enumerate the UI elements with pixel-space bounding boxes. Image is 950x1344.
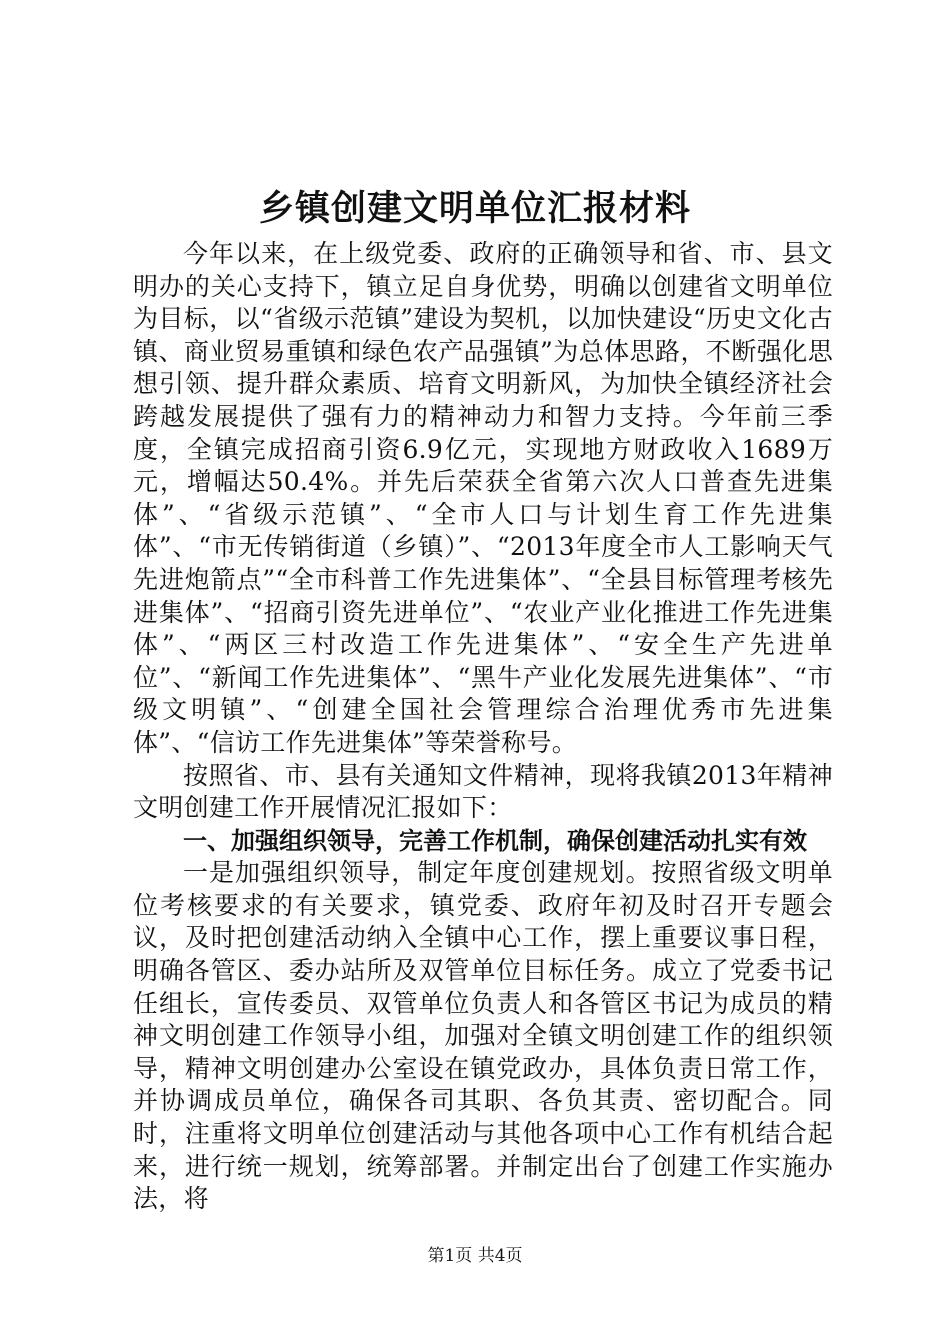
document-body bbox=[133, 238, 833, 1216]
section-heading-1: 一、加强组织领导，完善工作机制，确保创建活动扎实有效 bbox=[183, 826, 807, 855]
document-title: 乡镇创建文明单位汇报材料 bbox=[258, 189, 691, 229]
section-1-paragraph: 一是加强组织领导，制定年度创建规划。按照省级文明单位考核要求的有关要求，镇党委、政府年初及时召开专题会议，及时把创建活动纳入全镇中心工作，摆上重要议事日程，明确各管区、委办站所及双管单位目标任务。成立了党委书记任组长，宣传委员、双管单位负责人和各管区书记为成员的精神文明创建工作领导小组，加强对全镇文明创建工作的组织领导，精神文明创建办公室设在镇党政办，具体负责日常工作，并协调成员单位，确保各司其职、各负其责、密切配合。同时，注重将文明单位创建活动与其他各项中心工作有机结合起来，进行统一规划，统筹部署。并制定出台了创建工作实施办法，将 bbox=[133, 858, 833, 1214]
intro-paragraph: 今年以来，在上级党委、政府的正确领导和省、市、县文明办的关心支持下，镇立足自身优势，明确以创建省文明单位为目标，以“省级示范镇”建设为契机，以加快建设“历史文化古镇、商业贸易重镇和绿色农产品强镇”为总体思路，不断强化思想引领、提升群众素质、培育文明新风，为加快全镇经济社会跨越发展提供了强有力的精神动力和智力支持。今年前三季度，全镇完成招商引资6.9亿元，实现地方财政收入1689万元，增幅达50.4%。并先后荣获全省第六次人口普查先进集体”、“省级示范镇”、“全市人口与计划生育工作先进集体”、“市无传销街道（乡镇）”、“2013年度全市人工影响天气先进炮箭点”“全市科普工作先进集体”、“全县目标管理考核先进集体”、“招商引资先进单位”、“农业产业化推进工作先进集体”、“两区三村改造工作先进集体”、“安全生产先进单位”、“新闻工作先进集体”、“黑牛产业化发展先进集体”、“市级文明镇”、“创建全国社会管理综合治理优秀市先进集体”、“信访工作先进集体”等荣誉称号。 bbox=[133, 239, 833, 757]
report-intro-paragraph: 按照省、市、县有关通知文件精神，现将我镇2013年精神文明创建工作开展情况汇报如下： bbox=[133, 760, 833, 823]
page-footer: 第1页 共4页 bbox=[427, 1246, 523, 1266]
